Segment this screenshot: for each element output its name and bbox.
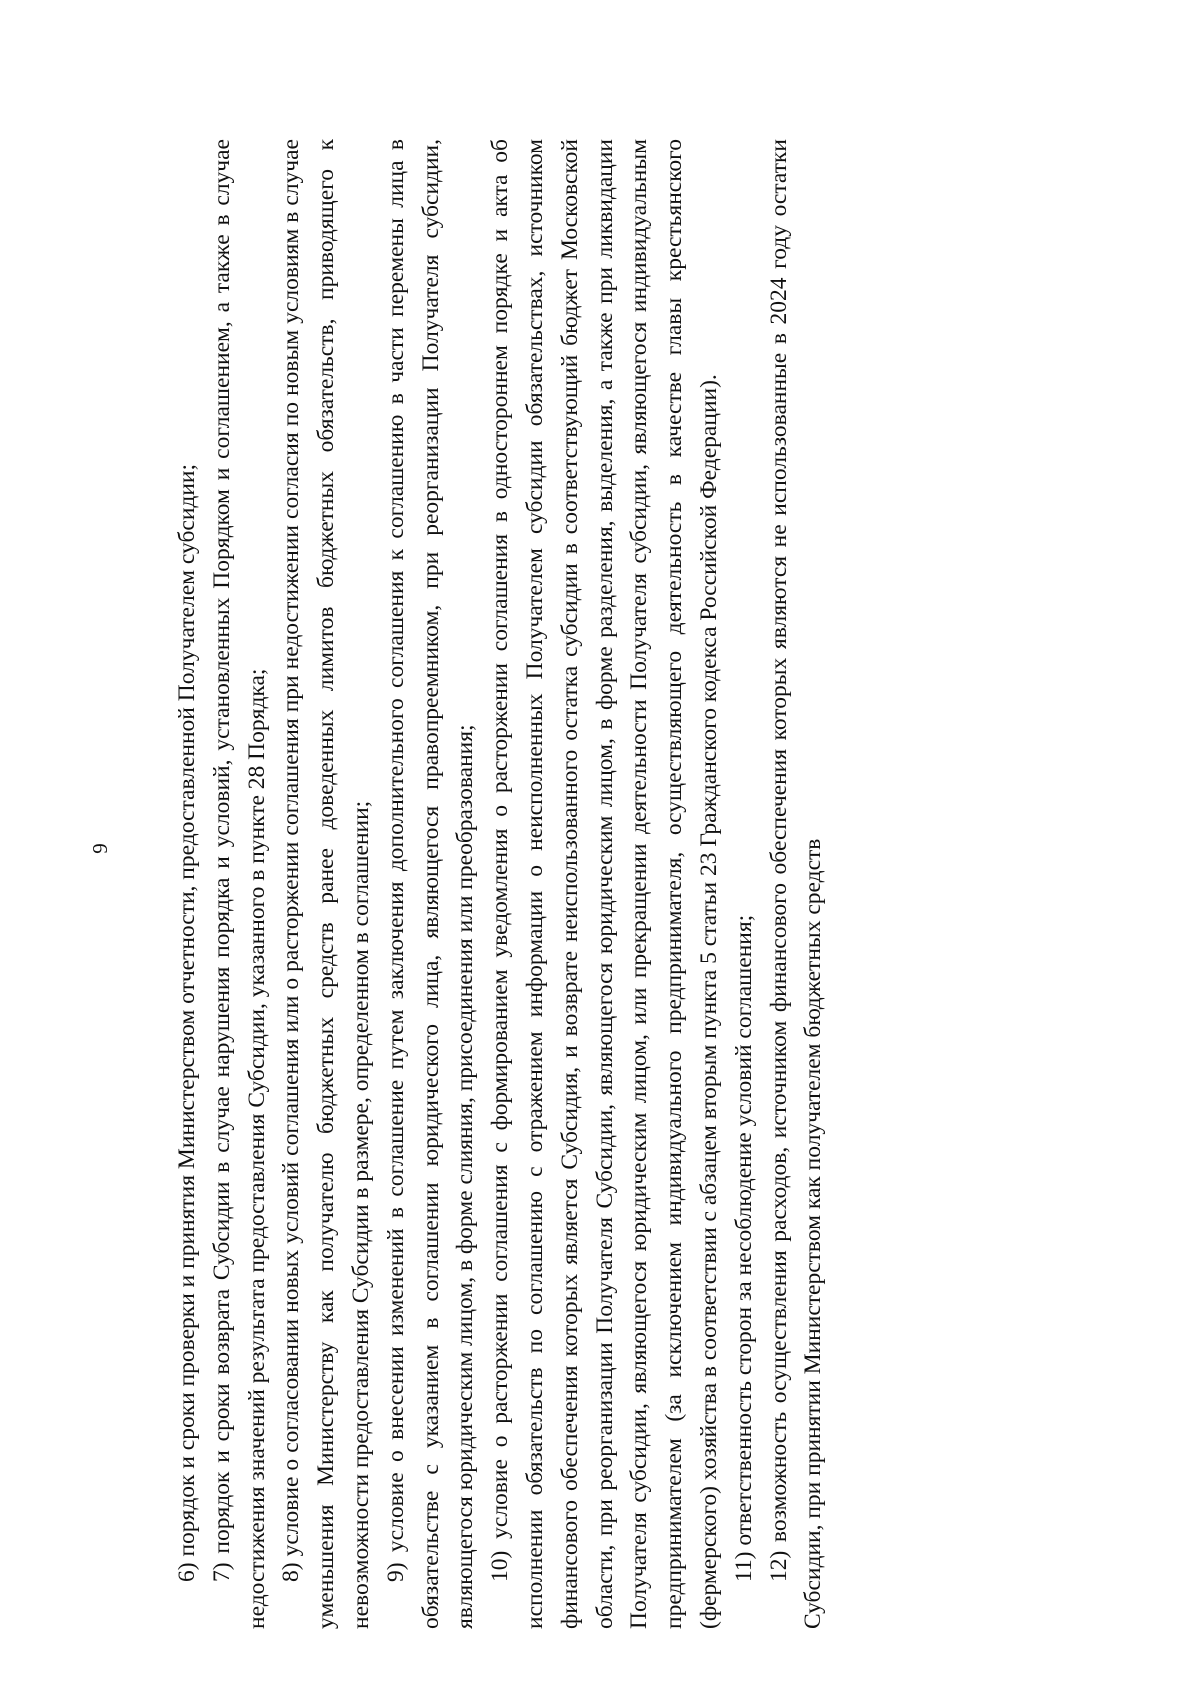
paragraph-11: 11) ответственность сторон за несоблюдение условий соглашения; — [730, 914, 757, 1582]
paragraph-6: 6) порядок и сроки проверки и принятия Министерством отчетности, предоставленной Получателем субсидии; — [174, 463, 200, 1582]
paragraph-10: 10) условие о расторжении соглашения с формированием уведомления о расторжении соглашения в одностороннем порядке и акта об исполнении обязательств по соглашению с отражением информации о неисполненных Получателем субсидии обязательствах, источником финансового обеспечения которых является Субсидия, и возврате неиспользованного остатка субсидии в соответствующий бюджет Московской области, при реорганизации Получателя Субсидии, являющегося юридическим лицом, в форме разделения, выделения, а также при ликвидации Получателя субсидии, являющегося юридическим лицом, или прекращении деятельности Получателя субсидии, являющегося индивидуальным предпринимателем (за исключением индивидуального предпринимателя, осуществляющего деятельность в качестве главы крестьянского (фермерского) хозяйства в соответствии с абзацем вторым пункта 5 статьи 23 Гражданского кодекса Российской Федерации). — [487, 139, 722, 1629]
page-number: 9 — [88, 843, 112, 854]
document-body — [170, 139, 831, 1629]
paragraph-9: 9) условие о внесении изменений в соглашение путем заключения дополнительного соглашения к соглашению в части перемены лица в обязательстве с указанием в соглашении юридического лица, являющегося правопреемником, при реорганизации Получателя субсидии, являющегося юридическим лицом, в форме слияния, присоединения или преобразования; — [382, 139, 479, 1629]
paragraph-8: 8) условие о согласовании новых условий соглашения или о расторжении соглашения при недостижении согласия по новым условиям в случае уменьшения Министерству как получателю бюджетных средств ранее доведенных лимитов бюджетных обязательств, приводящего к невозможности предоставления Субсидии в размере, определенном в соглашении; — [278, 139, 374, 1629]
paragraph-7: 7) порядок и сроки возврата Субсидии в случае нарушения порядка и условий, установленных Порядком и соглашением, а также в случае недостижения значений результата предоставления Субсидии, указанного в пункте 28 Порядка; — [208, 139, 270, 1629]
paragraph-12: 12) возможность осуществления расходов, источником финансового обеспечения которых являются не использованные в 2024 году остатки Субсидии, при принятии Министерством как получателем бюджетных средств — [765, 139, 827, 1629]
